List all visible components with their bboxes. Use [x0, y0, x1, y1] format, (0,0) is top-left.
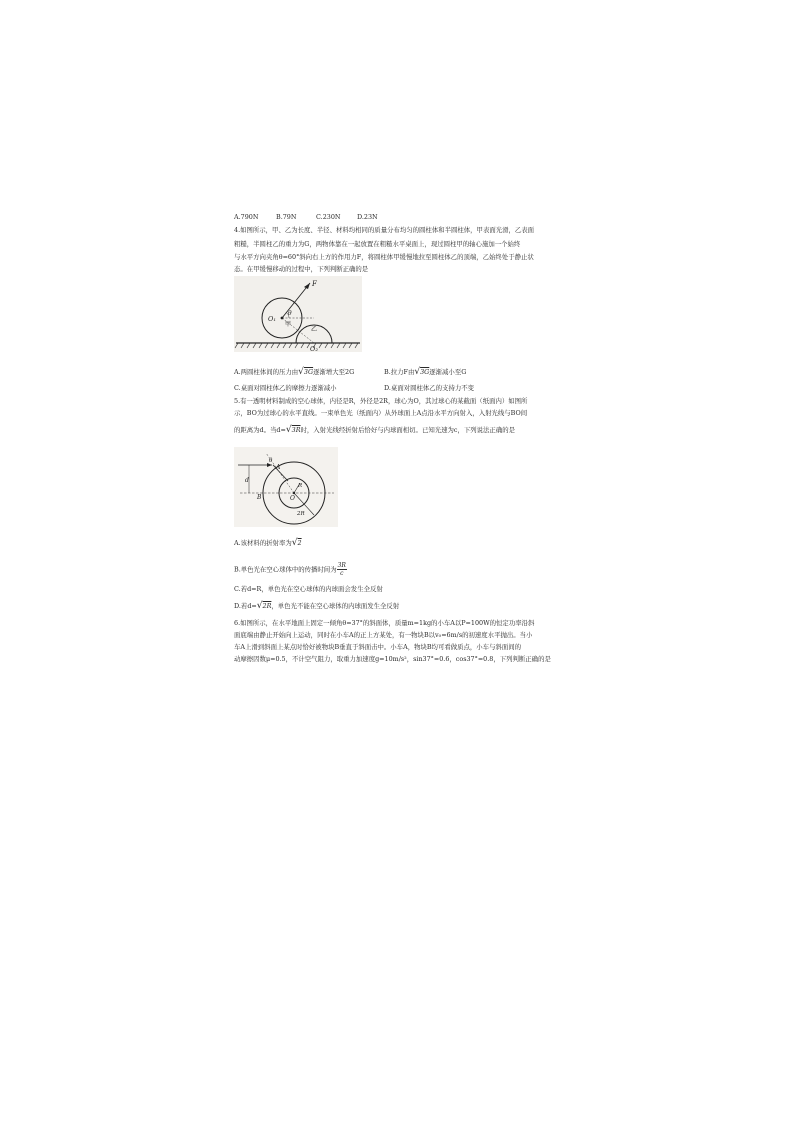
- q5-text-line-1: 5.有一透明材料制成的空心球体，内径是R，外径是2R，球心为O，其过球心的某截面（纸面内）如图所: [234, 397, 528, 405]
- q4-text-line-3: 与水平方向夹角θ=60°斜向右上方的作用力F，将圆柱体甲缓慢地拉至圆柱体乙的顶端，乙始终处于静止状: [234, 253, 534, 261]
- q5-option-b-numerator: 3R: [337, 562, 346, 569]
- q4-option-a-radicand: 3G: [303, 368, 314, 376]
- q5-text-line-2: 示，BO为过球心的水平直线。一束单色光（纸面内）从外球面上A点沿水平方向射入，入射光线与BO间: [234, 409, 528, 417]
- q4-option-b-suffix: 逐渐减小至G: [429, 368, 467, 376]
- q3-option-b: B.79N: [276, 213, 297, 221]
- q4-text-line-2: 粗糙，半圆柱乙的重力为G，两物体靠在一起放置在粗糙水平桌面上，现过圆柱甲的轴心施加一个始终: [234, 240, 521, 248]
- q5-option-d: [234, 602, 399, 610]
- sqrt-symbol: √: [291, 538, 298, 548]
- q5-option-b: [234, 562, 347, 577]
- q4-force-label: F: [312, 280, 317, 288]
- q4-option-a-prefix: A.两圆柱体间的压力由: [234, 368, 299, 376]
- q4-option-d: D.桌面对圆柱体乙的支持力不变: [384, 384, 475, 392]
- q5-option-b-fraction: [337, 562, 347, 577]
- q4-o2-label: O₂: [310, 345, 318, 352]
- q5-option-d-suffix: ，单色光不能在空心球体的内球面发生全反射: [271, 602, 400, 610]
- q5-point-b-label: B: [257, 494, 262, 501]
- q5-option-b-prefix: B.单色光在空心球体中的传播时间为: [234, 565, 337, 574]
- q3-option-d: D.23N: [357, 213, 378, 221]
- q4-option-a-suffix: 逐渐增大至2G: [313, 368, 355, 376]
- q6-text-line-1: 6.如图所示，在水平地面上固定一倾角θ=37°的斜面体，质量m=1kg的小车A以P=100W的恒定功率沿斜: [234, 619, 535, 627]
- q5-option-a-radicand: 2: [297, 539, 302, 547]
- q5-option-d-radicand: 2R: [262, 602, 272, 610]
- q4-o1-label: O₁: [268, 315, 276, 323]
- q5-line3-radicand: 3R: [291, 426, 301, 434]
- sqrt-symbol: √: [285, 425, 292, 435]
- sqrt-symbol: √: [256, 601, 263, 611]
- sqrt-symbol: √: [414, 367, 421, 377]
- q4-cylinders-figure: [234, 276, 362, 352]
- sqrt-symbol: √: [298, 367, 304, 377]
- q5-d-label: d: [245, 477, 249, 484]
- q6-text-line-2: 面底端由静止开始向上运动，同时在小车A的正上方某处，有一物块B以v₀=6m/s的初速度水平抛出。当小: [234, 631, 533, 639]
- q3-option-c: C.230N: [316, 213, 341, 221]
- q5-theta-label: θ: [269, 458, 273, 464]
- q4-option-b: [384, 368, 466, 376]
- q3-option-a: A.790N: [234, 213, 259, 221]
- q5-option-a-prefix: A.该材料的折射率为: [234, 539, 292, 547]
- q6-text-line-4: 动摩擦因数μ=0.5，不计空气阻力，取重力加速度g=10m/s²，sin37°=0.6，cos37°=0.8，下列判断正确的是: [234, 655, 551, 663]
- q5-option-d-prefix: D.若d=: [234, 602, 257, 610]
- q5-option-b-denominator: c: [340, 570, 344, 577]
- q4-text-line-1: 4.如图所示，甲、乙为长度、半径、材料均相同的质量分布均匀的圆柱体和半圆柱体，甲表面光滑，乙表面: [234, 226, 535, 234]
- q5-2r-label: 2R: [297, 511, 305, 517]
- q5-point-a-label: A: [276, 464, 281, 471]
- q5-text-line-3: [234, 426, 515, 434]
- q5-line3-prefix: 的距离为d。当d=: [234, 426, 286, 434]
- q4-jia-label: 甲: [285, 321, 292, 328]
- q4-option-c: C.桌面对圆柱体乙的摩擦力逐渐减小: [234, 384, 337, 392]
- q5-o-label: O: [290, 495, 295, 502]
- q4-yi-label: 乙: [311, 326, 318, 333]
- q5-r-label: R: [298, 483, 303, 489]
- q4-option-b-prefix: B.拉力F由: [384, 368, 415, 376]
- q5-option-a: [234, 539, 302, 547]
- q4-angle-label: θ: [288, 310, 292, 317]
- q5-line3-suffix: 时，入射光线经折射后恰好与内球面相切。已知光速为c，下列说法正确的是: [300, 426, 515, 434]
- q6-text-line-3: 车A上滑到斜面上某点时恰好被物块B垂直于斜面击中。小车A，物块B均可看做质点，小车与斜面间的: [234, 643, 522, 651]
- q5-option-c: C.若d=R，单色光在空心球体的内球面会发生全反射: [234, 585, 383, 593]
- q4-text-line-4: 态。在甲缓慢移动的过程中，下列判断正确的是: [234, 265, 369, 273]
- q4-option-b-radicand: 3G: [420, 368, 430, 376]
- q4-option-a: [234, 368, 354, 376]
- q5-hollow-sphere-figure: [234, 447, 338, 527]
